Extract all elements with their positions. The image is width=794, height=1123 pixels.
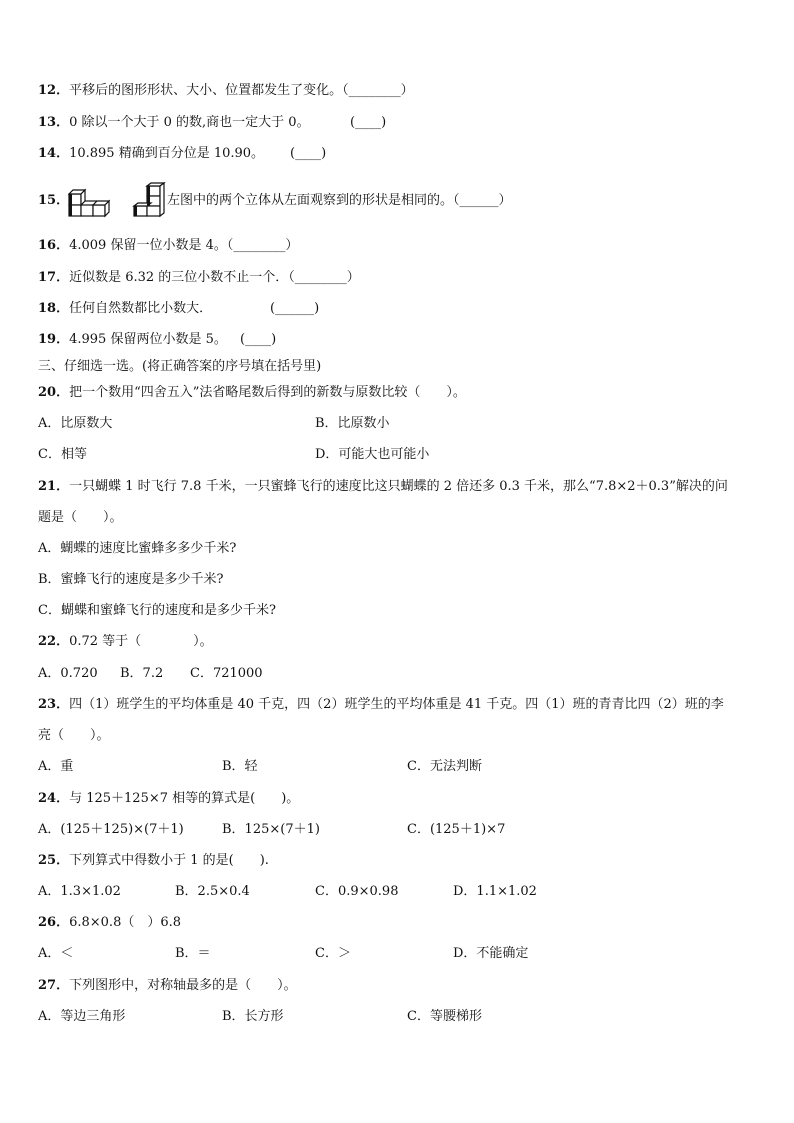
cube-figure-stair-shape-icon [130,182,166,218]
question-number: 24． [38,791,70,806]
question-number: 21． [38,479,70,494]
question-text: 四（1）班学生的平均体重是 40 千克，四（2）班学生的平均体重是 41 千克。四（1）班的青青比四（2）班的李 [69,697,724,712]
question-23 [38,696,724,714]
question-number: 25． [38,853,70,868]
question-text: 下列算式中得数小于 1 的是( ). [69,853,269,868]
answer-blank: (____) [240,332,277,347]
question-text: 任何自然数都比小数大． [69,301,213,316]
option-a: A．＜ [38,946,74,961]
option-b: B．2.5×0.4 [175,884,250,899]
question-number: 16． [38,238,70,253]
option-b: B．＝ [175,946,211,961]
question-text: 6.8×0.8（ ）6.8 [69,915,182,930]
option-d: D．1.1×1.02 [453,884,537,899]
question-number: 23． [38,697,70,712]
question-18 [38,300,212,318]
question-number: 19． [38,332,70,347]
option-c: C．等腰梯形 [407,1009,482,1024]
question-text: 10.895 精确到百分位是 10.90。 [69,146,265,161]
cube-figure-l-shape-icon [68,182,110,218]
question-number: 22． [38,634,70,649]
question-number: 13． [38,115,70,130]
question-16 [38,237,298,255]
option-b: B．125×(7＋1) [222,822,320,837]
question-text: 把一个数用“四舍五入”法省略尾数后得到的新数与原数比较（ ）。 [69,385,466,400]
option-b: B．7.2 [120,666,164,681]
question-14 [38,145,264,163]
answer-blank: (______) [270,301,320,316]
option-a: A．比原数大 [38,416,113,431]
option-b: B．比原数小 [315,416,390,431]
option-c: C．721000 [190,666,263,681]
option-c: C．相等 [38,447,87,462]
question-number: 26． [38,915,70,930]
option-a: A．1.3×1.02 [38,884,121,899]
option-c: C．蝴蝶和蜜蜂飞行的速度和是多少千米? [38,603,276,618]
option-a: A．(125＋125)×(7＋1) [38,822,184,837]
question-22 [38,633,213,651]
question-13 [38,114,310,132]
question-text: 0 除以一个大于 0 的数,商也一定大于 0。 [69,115,310,130]
option-c: C．(125＋1)×7 [407,822,506,837]
option-c: C．＞ [315,946,351,961]
question-12 [38,82,414,100]
option-a: A．等边三角形 [38,1009,126,1024]
question-number: 17． [38,270,70,285]
question-number: 14． [38,146,70,161]
question-number: 20． [38,385,70,400]
question-23-continued: 亮（ ）。 [38,728,110,743]
question-24 [38,790,299,808]
question-19 [38,331,227,349]
option-a: A．蝴蝶的速度比蜜蜂多多少千米? [38,541,237,556]
question-text: 0.72 等于（ ）。 [69,634,213,649]
option-d: D．可能大也可能小 [315,447,430,462]
question-text: 近似数是 6.32 的三位小数不止一个．（________） [69,270,360,285]
section-title: 三、仔细选一选。(将正确答案的序号填在括号里) [38,359,322,374]
question-text: 4.995 保留两位小数是 5。 [69,332,227,347]
question-text: 平移后的图形形状、大小、位置都发生了变化。（________） [69,83,414,98]
question-text: 一只蝴蝶 1 时飞行 7.8 千米，一只蜜蜂飞行的速度比这只蝴蝶的 2 倍还多 0.3 千米，那么“7.8×2＋0.3”解决的问 [69,479,728,494]
option-b: B．长方形 [222,1009,284,1024]
answer-blank: (____) [350,115,387,130]
question-27 [38,977,297,995]
option-b: B．蜜蜂飞行的速度是多少千米? [38,572,224,587]
question-17 [38,269,360,287]
option-c: C．无法判断 [407,759,482,774]
option-b: B．轻 [222,759,258,774]
question-text: 左图中的两个立体从左面观察到的形状是相同的。（______） [167,193,512,208]
question-26 [38,914,181,932]
question-text: 下列图形中，对称轴最多的是（ ）。 [69,978,297,993]
option-a: A．重 [38,759,74,774]
question-20 [38,384,466,402]
question-number: 12． [38,83,70,98]
question-number: 18． [38,301,70,316]
question-number: 15． [38,193,70,208]
question-number: 27． [38,978,70,993]
option-a: A．0.720 [38,666,98,681]
answer-blank: (____) [290,146,327,161]
option-d: D．不能确定 [453,946,529,961]
question-text: 4.009 保留一位小数是 4。（________） [69,238,299,253]
question-15-number [38,192,69,210]
question-21 [38,478,728,496]
option-c: C．0.9×0.98 [315,884,399,899]
question-25 [38,852,269,870]
question-text: 与 125＋125×7 相等的算式是( )。 [69,791,300,806]
question-21-continued: 题是（ ）。 [38,510,123,525]
